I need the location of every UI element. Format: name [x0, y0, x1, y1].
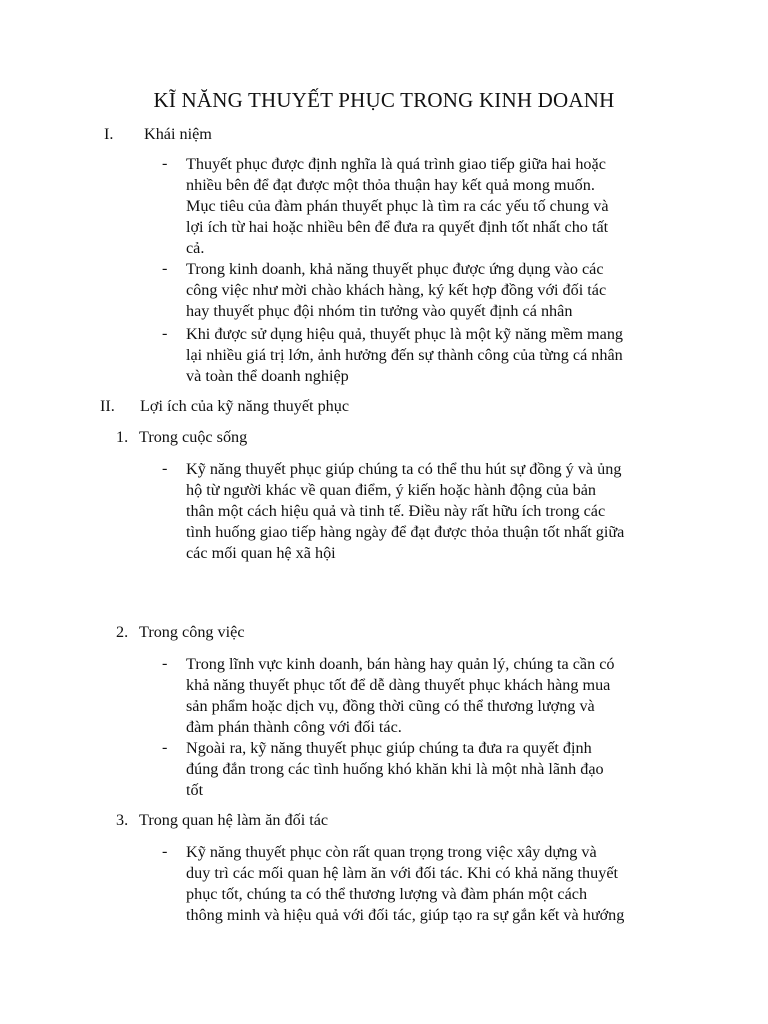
- bullet-line: hộ từ người khác về quan điểm, ý kiến hoặc hành động của bản: [186, 481, 596, 499]
- bullet-line: Mục tiêu của đàm phán thuyết phục là tìm ra các yếu tố chung và: [186, 197, 609, 215]
- bullet-line: hay thuyết phục đội nhóm tin tưởng vào quyết định cá nhân: [186, 302, 573, 320]
- bullet-dash: -: [162, 154, 168, 172]
- bullet-line: Trong kinh doanh, khả năng thuyết phục được ứng dụng vào các: [186, 260, 604, 278]
- section-number: II.: [100, 397, 115, 415]
- bullet-line: duy trì các mối quan hệ làm ăn với đối tác. Khi có khả năng thuyết: [186, 864, 619, 882]
- bullet-line: phục tốt, chúng ta có thể thương lượng và đàm phán một cách: [186, 885, 588, 903]
- bullet-line: công việc như mời chào khách hàng, ký kết hợp đồng với đối tác: [186, 281, 607, 299]
- bullet-dash: -: [162, 324, 168, 342]
- bullet-line: các mối quan hệ xã hội: [186, 544, 336, 562]
- bullet-paragraph: [186, 654, 686, 738]
- section-number: I.: [104, 125, 114, 143]
- bullet-paragraph: [186, 154, 686, 259]
- bullet-line: Kỹ năng thuyết phục còn rất quan trọng trong việc xây dựng và: [186, 843, 597, 861]
- subsection-heading: Trong quan hệ làm ăn đối tác: [139, 811, 329, 829]
- bullet-dash: -: [162, 459, 168, 477]
- bullet-line: lợi ích từ hai hoặc nhiều bên để đưa ra quyết định tốt nhất cho tất: [186, 218, 609, 236]
- bullet-dash: -: [162, 259, 168, 277]
- bullet-line: và toàn thể doanh nghiệp: [186, 367, 349, 385]
- bullet-paragraph: [186, 738, 686, 801]
- subsection-heading: Trong cuộc sống: [139, 428, 248, 446]
- bullet-line: Khi được sử dụng hiệu quả, thuyết phục là một kỹ năng mềm mang: [186, 325, 624, 343]
- bullet-line: đàm phán thành công với đối tác.: [186, 718, 402, 736]
- bullet-line: tốt: [186, 781, 204, 799]
- subsection-heading: Trong công việc: [139, 623, 245, 641]
- bullet-line: lại nhiều giá trị lớn, ảnh hưởng đến sự thành công của từng cá nhân: [186, 346, 623, 364]
- bullet-dash: -: [162, 842, 168, 860]
- bullet-line: Thuyết phục được định nghĩa là quá trình giao tiếp giữa hai hoặc: [186, 155, 606, 173]
- bullet-dash: -: [162, 738, 168, 756]
- bullet-dash: -: [162, 654, 168, 672]
- subsection-number: 1.: [116, 428, 129, 446]
- bullet-paragraph: [186, 842, 686, 926]
- subsection-number: 3.: [116, 811, 129, 829]
- subsection-number: 2.: [116, 623, 129, 641]
- bullet-line: nhiều bên để đạt được một thỏa thuận hay kết quả mong muốn.: [186, 176, 595, 194]
- section-heading: Khái niệm: [144, 125, 212, 143]
- bullet-line: thông minh và hiệu quả với đối tác, giúp tạo ra sự gắn kết và hướng: [186, 906, 625, 924]
- bullet-line: sản phẩm hoặc dịch vụ, đồng thời cũng có thể thương lượng và: [186, 697, 595, 715]
- section-heading: Lợi ích của kỹ năng thuyết phục: [140, 397, 350, 415]
- document-title: KĨ NĂNG THUYẾT PHỤC TRONG KINH DOANH: [153, 88, 615, 112]
- bullet-paragraph: [186, 459, 686, 564]
- bullet-line: cả.: [186, 239, 205, 257]
- bullet-paragraph: [186, 259, 686, 322]
- bullet-line: đúng đắn trong các tình huống khó khăn khi là một nhà lãnh đạo: [186, 760, 604, 778]
- bullet-line: Kỹ năng thuyết phục giúp chúng ta có thể thu hút sự đồng ý và ủng: [186, 460, 622, 478]
- bullet-line: thân một cách hiệu quả và tinh tế. Điều này rất hữu ích trong các: [186, 502, 606, 520]
- bullet-paragraph: [186, 324, 686, 387]
- bullet-line: tình huống giao tiếp hàng ngày để đạt được thỏa thuận tốt nhất giữa: [186, 523, 625, 541]
- bullet-line: Ngoài ra, kỹ năng thuyết phục giúp chúng ta đưa ra quyết định: [186, 739, 592, 757]
- bullet-line: Trong lĩnh vực kinh doanh, bán hàng hay quản lý, chúng ta cần có: [186, 655, 615, 673]
- bullet-line: khả năng thuyết phục tốt để dễ dàng thuyết phục khách hàng mua: [186, 676, 611, 694]
